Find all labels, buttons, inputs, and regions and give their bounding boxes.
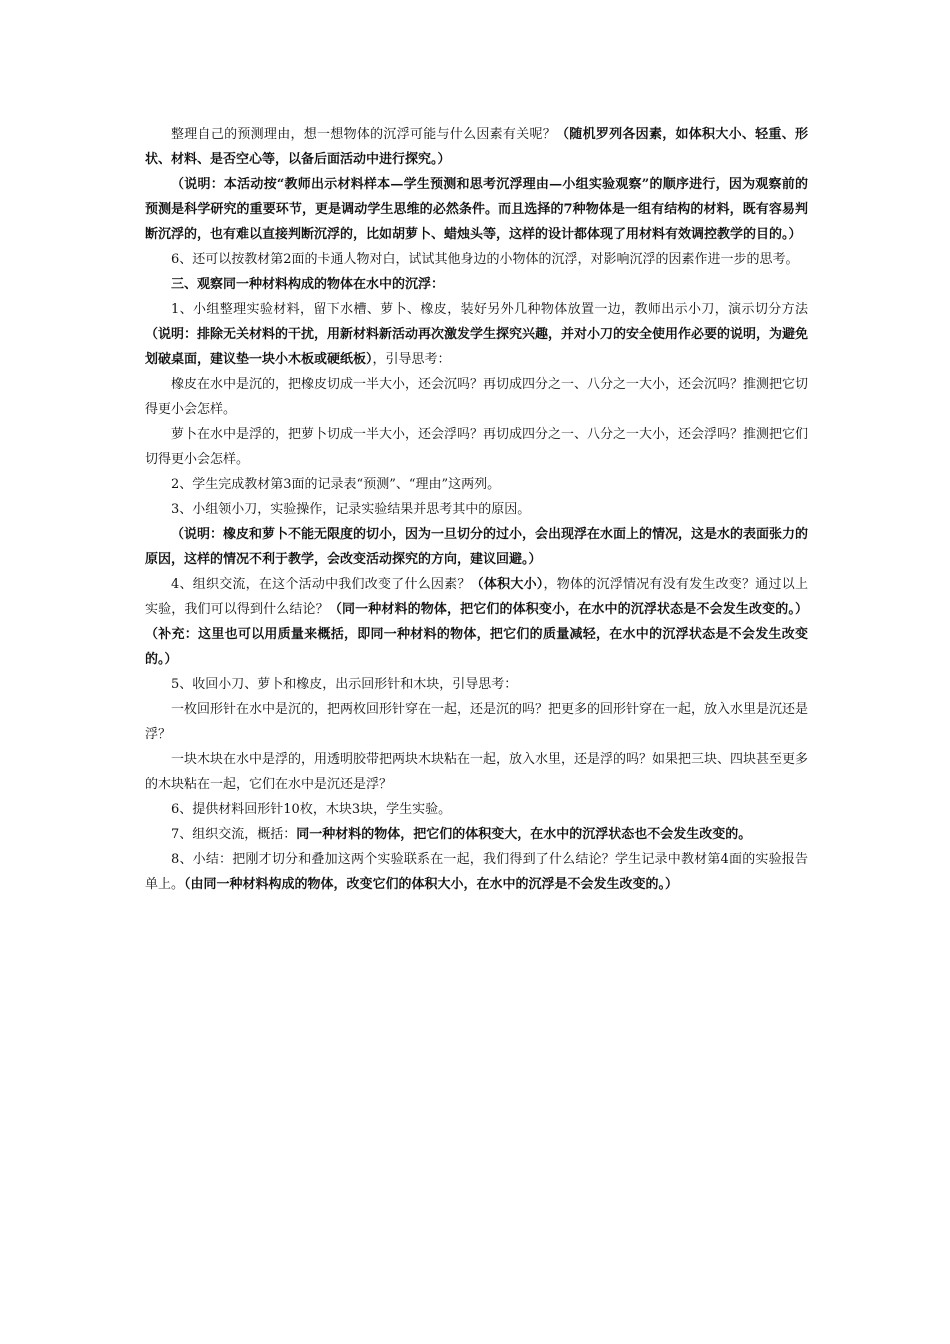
text-run: 6、还可以按教材第2面的卡通人物对白，试试其他身边的小物体的沉浮，对影响沉浮的因素作进一步的思考。 — [171, 252, 799, 267]
bold-text-run: （体积大小） — [470, 577, 544, 592]
text-run: 3、小组领小刀，实验操作，记录实验结果并思考其中的原因。 — [171, 502, 531, 517]
paragraph-10 — [145, 522, 808, 572]
paragraph-17 — [145, 847, 808, 897]
paragraph-16 — [145, 822, 808, 847]
text-run: 一块木块在水中是浮的，用透明胶带把两块木块粘在一起，放入水里，还是浮的吗？如果把三块、四块甚至更多的木块粘在一起，它们在水中是沉还是浮？ — [145, 752, 809, 792]
paragraph-4 — [145, 272, 808, 297]
paragraph-8 — [145, 472, 808, 497]
text-run: 1、小组整理实验材料，留下水槽、萝卜、橡皮，装好另外几种物体放置一边，教师出示小刀，演示切分方法 — [171, 302, 808, 317]
text-run: 7、组织交流，概括： — [171, 827, 297, 842]
paragraph-12 — [145, 672, 808, 697]
bold-text-run: （随机罗列各因素，如体积大小、轻重、形状、材料、是否空心等，以备后面活动中进行探究。） — [145, 127, 808, 167]
paragraph-3 — [145, 247, 808, 272]
text-run: 2、学生完成教材第3面的记录表“预测”、“理由”这两列。 — [171, 477, 501, 492]
bold-text-run: （同一种材料的物体，把它们的体积变小，在水中的沉浮状态是不会发生改变的。）（补充：这里也可以用质量来概括，即同一种材料的物体，把它们的质量减轻，在水中的沉浮状态是不会发生改变的。） — [145, 602, 808, 667]
text-run: ，物体的沉浮情况有没有发生改变？通过以上实验，我们可以得到什么结论？ — [145, 577, 808, 617]
bold-text-run: 同一种材料的物体，把它们的体积变大，在水中的沉浮状态也不会发生改变的。 — [296, 827, 752, 842]
bold-text-run: （由同一种材料构成的物体，改变它们的体积大小，在水中的沉浮是不会发生改变的。） — [184, 877, 679, 892]
text-run: ，引导思考： — [372, 352, 451, 367]
text-run: 橡皮在水中是沉的，把橡皮切成一半大小，还会沉吗？再切成四分之一、八分之一大小，还会沉吗？推测把它切得更小会怎样。 — [145, 377, 809, 417]
text-run: 一枚回形针在水中是沉的，把两枚回形针穿在一起，还是沉的吗？把更多的回形针穿在一起，放入水里是沉还是浮？ — [145, 702, 809, 742]
paragraph-15 — [145, 797, 808, 822]
paragraph-7 — [145, 422, 808, 472]
text-run: 整理自己的预测理由，想一想物体的沉浮可能与什么因素有关呢？ — [171, 127, 557, 142]
paragraph-1 — [145, 122, 808, 172]
text-run: 6、提供材料回形针10枚，木块3块，学生实验。 — [171, 802, 452, 817]
text-run: 8、小结：把刚才切分和叠加这两个实验联系在一起，我们得到了什么结论？学生记录中教材第4面的实验报告单上。 — [145, 852, 808, 892]
paragraph-14 — [145, 747, 808, 797]
text-run: 5、收回小刀、萝卜和橡皮，出示回形针和木块，引导思考： — [171, 677, 518, 692]
paragraph-6 — [145, 372, 808, 422]
text-run: 4、组织交流，在这个活动中我们改变了什么因素？ — [171, 577, 471, 592]
paragraph-13 — [145, 697, 808, 747]
bold-text-run: （说明：橡皮和萝卜不能无限度的切小，因为一旦切分的过小，会出现浮在水面上的情况，这是水的表面张力的原因，这样的情况不利于教学，会改变活动探究的方向，建议回避。） — [145, 527, 809, 567]
bold-text-run: （说明：排除无关材料的干扰，用新材料新活动再次激发学生探究兴趣，并对小刀的安全使用作必要的说明，为避免划破桌面，建议垫一块小木板或硬纸板） — [145, 327, 809, 367]
paragraph-11 — [145, 572, 808, 672]
paragraph-5 — [145, 297, 808, 372]
paragraph-9 — [145, 497, 808, 522]
bold-text-run: 三、观察同一种材料构成的物体在水中的沉浮： — [171, 277, 445, 292]
bold-text-run: （说明：本活动按“教师出示材料样本—学生预测和思考沉浮理由—小组实验观察”的顺序进行，因为观察前的预测是科学研究的重要环节，更是调动学生思维的必然条件。而且选择的7种物体是一组有结构的材料，既有容易判断沉浮的，也有难以直接判断沉浮的，比如胡萝卜、蜡烛头等，这样的设计都体现了用材料有效调控教学的目的。） — [145, 177, 808, 242]
text-run: 萝卜在水中是浮的，把萝卜切成一半大小，还会浮吗？再切成四分之一、八分之一大小，还会浮吗？推测把它们切得更小会怎样。 — [145, 427, 809, 467]
paragraph-2 — [145, 172, 808, 247]
document-body — [145, 122, 808, 897]
